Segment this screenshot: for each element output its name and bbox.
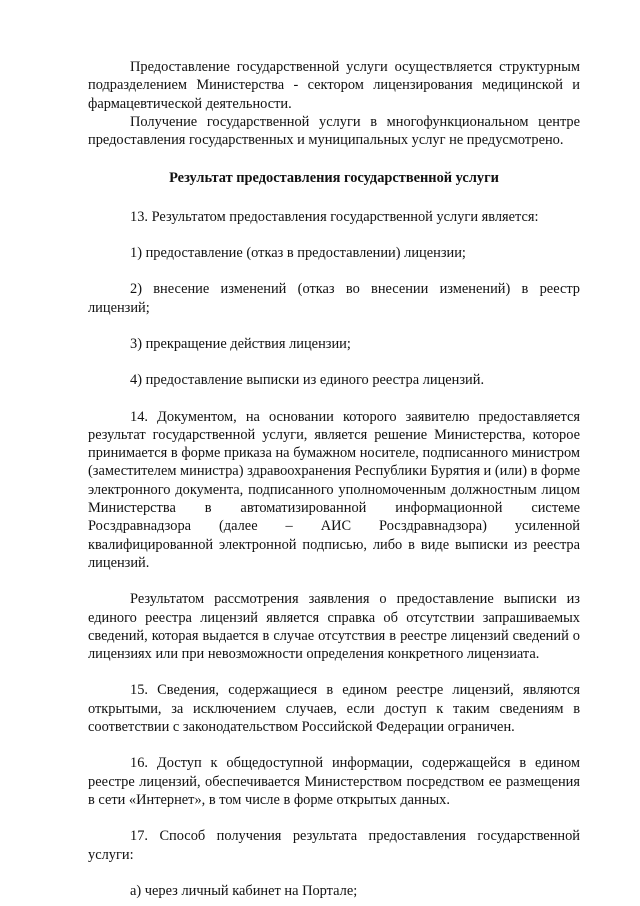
paragraph-item-13: 13. Результатом предоставления государственной услуги является: [130,208,539,225]
list-item-1: 1) предоставление (отказ в предоставлении) лицензии; [130,245,466,262]
list-item-4: 4) предоставление выписки из единого реестра лицензий. [130,372,485,389]
list-item-2: 2) внесение изменений (отказ во внесении изменений) в реестр лицензий; [88,281,580,316]
section-heading-result: Результат предоставления государственной услуги [169,170,499,187]
document-page [88,58,580,900]
paragraph-item-15: 15. Сведения, содержащиеся в едином реестре лицензий, являются открытыми, за исключением случаев, если доступ к таким сведениям в соответствии с законодательством Российской Федерации ограничен. [88,682,580,736]
paragraph-item-14: 14. Документом, на основании которого заявителю предоставляется результат государственной услуги, является решение Министерства, которое принимается в форме приказа на бумажном носителе, подписанного министром (заместителем министра) здравоохранения Республики Бурятия и (или) в форме электронного документа, подписанного уполномоченным должностным лицом Министерства в автоматизированной информационной системе Росздравнадзора (далее – АИС Росздравнадзора) усиленной квалифицированной электронной подписью, либо в виде выписки из реестра лицензий. [88,408,580,571]
list-item-3: 3) прекращение действия лицензии; [130,335,351,352]
paragraph-service-provider: Предоставление государственной услуги осуществляется структурным подразделением Министерства - сектором лицензирования медицинской и фармацевтической деятельности. [88,59,580,112]
list-item-a: а) через личный кабинет на Портале; [130,882,358,899]
paragraph-certificate-absence: Результатом рассмотрения заявления о предоставление выписки из единого реестра лицензий является справка об отсутствии запрашиваемых сведений, которая выдается в случае отсутствия в реестре лицензий сведений о лицензиях или при невозможности определения конкретного лицензиата. [88,591,580,663]
paragraph-item-17: 17. Способ получения результата предоставления государственной услуги: [88,828,580,863]
paragraph-item-16: 16. Доступ к общедоступной информации, содержащейся в едином реестре лицензий, обеспечивается Министерством посредством ее размещения в сети «Интернет», в том числе в форме открытых данных. [88,755,580,808]
paragraph-mfc-not-provided: Получение государственной услуги в многофункциональном центре предоставления государственных и муниципальных услуг не предусмотрено. [88,113,580,149]
